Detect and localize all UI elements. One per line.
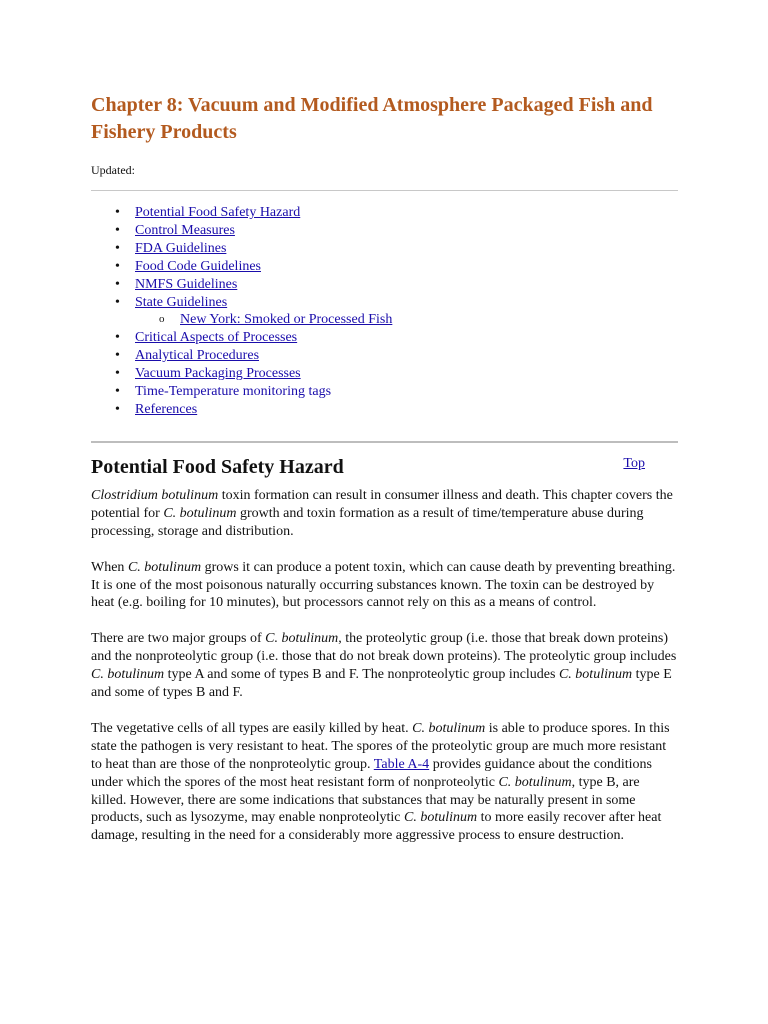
toc-link[interactable]: State Guidelines xyxy=(135,294,228,310)
species-name: C. botulinum xyxy=(403,810,478,826)
species-name: C. botulinum xyxy=(412,720,486,736)
text-run: The vegetative cells of all types are easily killed by heat. xyxy=(91,720,413,736)
bullet-icon: • xyxy=(115,205,120,220)
text-run: provides guidance about the conditions under which the spores of the most heat resistant form of nonproteolytic xyxy=(91,756,652,790)
updated-label: Updated: xyxy=(91,163,135,177)
toc-item xyxy=(91,276,678,294)
table-link[interactable]: Table A-4 xyxy=(373,756,430,772)
table-of-contents xyxy=(91,204,678,419)
toc-item xyxy=(91,294,678,312)
text-run: to more easily recover after heat damage, resulting in the need for a considerably more aggressive process to ensure destruction. xyxy=(91,810,662,844)
text-run: , type B, are killed. However, there are some indications that substances that may be naturally present in some products, such as lysozyme, may enable nonproteolytic xyxy=(91,774,640,826)
bullet-icon: • xyxy=(115,330,120,346)
toc-item xyxy=(91,383,678,401)
document-page xyxy=(91,92,678,845)
toc-link[interactable]: FDA Guidelines xyxy=(135,240,227,256)
toc-item xyxy=(91,204,678,222)
toc-item xyxy=(91,365,678,383)
text-run: growth and toxin formation as a result of time/temperature abuse during processing, storage and distribution. xyxy=(91,505,644,539)
body-paragraph xyxy=(91,630,678,702)
bullet-icon: • xyxy=(115,276,120,292)
section-divider xyxy=(91,441,678,443)
toc-link[interactable]: New York: Smoked or Processed Fish xyxy=(180,312,393,328)
bullet-icon: • xyxy=(115,366,120,382)
species-name: C. botulinum xyxy=(91,667,165,683)
section-body xyxy=(91,487,678,845)
toc-link[interactable]: Control Measures xyxy=(135,222,235,238)
circle-bullet-icon: o xyxy=(159,313,165,326)
species-name: Clostridium botulinum xyxy=(91,487,219,503)
text-run: is able to produce spores. In this state the pathogen is very resistant to heat. The spores of the proteolytic group are much more resistant to heat than are those of the nonproteolytic group. xyxy=(91,720,670,772)
text-run: , the proteolytic group (i.e. those that break down proteins) and the nonproteolytic group (i.e. those that do not break down proteins). The proteolytic group includes xyxy=(91,631,677,665)
text-run: grows it can produce a potent toxin, which can cause death by preventing breathing. It is one of the most poisonous naturally occurring substances known. The toxin can be destroyed by heat (e.g. boiling for 10 minutes), but processors cannot rely on this as a means of control. xyxy=(91,559,676,611)
toc-item xyxy=(91,240,678,258)
text-run: type E and some of types B and F. xyxy=(91,667,672,701)
toc-item xyxy=(91,347,678,365)
body-paragraph xyxy=(91,487,678,541)
bullet-icon: • xyxy=(115,348,120,364)
toc-link[interactable]: Analytical Procedures xyxy=(135,348,260,364)
species-name: C. botulinum xyxy=(127,559,202,575)
species-name: C. botulinum xyxy=(265,631,339,647)
page-title: Chapter 8: Vacuum and Modified Atmosphere Packaged Fish and Fishery Products xyxy=(91,94,653,143)
text-run: There are two major groups of xyxy=(91,631,266,647)
text-run: type A and some of types B and F. The nonproteolytic group includes xyxy=(164,667,559,683)
divider xyxy=(91,190,678,191)
text-run: toxin formation can result in consumer illness and death. This chapter covers the potential for xyxy=(91,487,673,521)
bullet-icon: • xyxy=(115,258,120,274)
toc-link[interactable]: Food Code Guidelines xyxy=(135,258,261,274)
body-paragraph xyxy=(91,559,678,613)
top-link[interactable]: Top xyxy=(623,455,645,471)
species-name: C. botulinum xyxy=(498,774,572,790)
bullet-icon: • xyxy=(115,384,120,400)
toc-link[interactable]: NMFS Guidelines xyxy=(135,276,238,292)
toc-item xyxy=(91,222,678,240)
section-header xyxy=(91,452,678,482)
toc-link[interactable]: Time-Temperature monitoring tags xyxy=(135,384,332,400)
bullet-icon: • xyxy=(115,222,120,238)
toc-link[interactable]: Potential Food Safety Hazard xyxy=(135,205,301,220)
bullet-icon: • xyxy=(115,240,120,256)
bullet-icon: • xyxy=(115,401,120,417)
toc-link[interactable]: References xyxy=(135,401,198,417)
text-run: When xyxy=(91,559,128,575)
toc-item xyxy=(91,401,678,419)
toc-item xyxy=(91,311,678,329)
body-paragraph xyxy=(91,720,678,845)
species-name: C. botulinum xyxy=(163,505,237,521)
toc-item xyxy=(91,258,678,276)
species-name: C. botulinum xyxy=(558,667,633,683)
toc-item xyxy=(91,329,678,347)
section-heading: Potential Food Safety Hazard xyxy=(91,455,344,478)
toc-link[interactable]: Critical Aspects of Processes xyxy=(135,330,298,346)
bullet-icon: • xyxy=(115,294,120,310)
toc-link[interactable]: Vacuum Packaging Processes xyxy=(135,366,301,382)
